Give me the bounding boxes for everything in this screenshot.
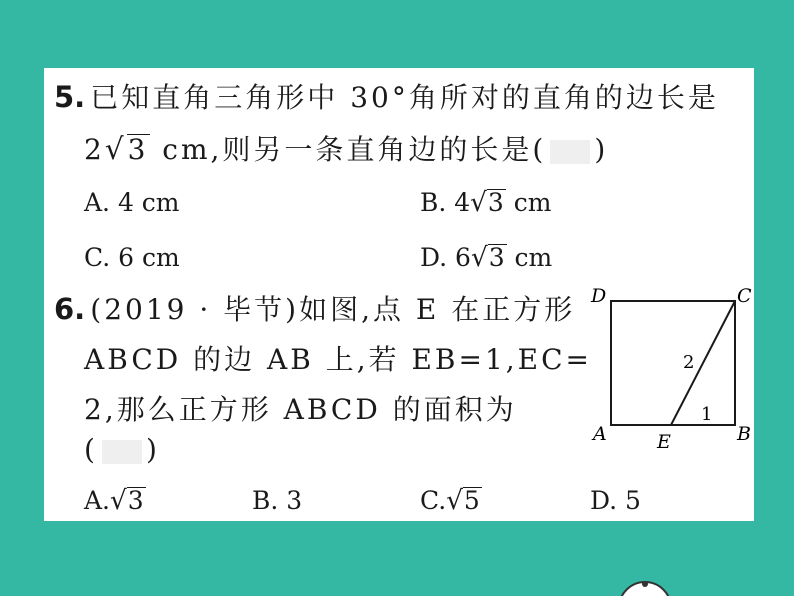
q6-answer-blank[interactable]: [102, 440, 142, 464]
stamp-icon: [615, 578, 675, 596]
square-abcd: [611, 301, 735, 425]
sqrt-symbol: √ 3: [470, 188, 504, 218]
label-c: C: [737, 288, 752, 307]
q6-line4: ( ): [84, 433, 160, 466]
label-a: A: [593, 423, 607, 445]
q6-option-d: D. 5: [590, 486, 641, 515]
sqrt-symbol: √ 3: [470, 243, 505, 273]
sqrt-symbol: √ 3: [110, 486, 144, 516]
q5-number: 5.: [54, 80, 86, 114]
q5-option-a: A. 4 cm: [84, 188, 180, 217]
q6-number: 6.: [54, 292, 86, 326]
q6-option-b: B. 3: [252, 486, 303, 515]
q5-option-d: D. 6 √ 3 cm: [420, 243, 553, 273]
q5-stem-line2: cm,则另一条直角边的长是(: [162, 133, 547, 166]
label-eb-length: 1: [701, 404, 713, 425]
q6-line1: [54, 288, 575, 328]
q6-option-a: A. √ 3: [84, 486, 144, 516]
q6-stem-line3: 2,那么正方形 ABCD 的面积为: [84, 393, 517, 426]
q6-option-c: C. √ 5: [420, 486, 480, 516]
label-e: E: [657, 431, 671, 453]
q5-answer-blank[interactable]: [550, 140, 590, 164]
q5-line1: [54, 76, 719, 116]
sqrt-symbol: √ 3: [104, 132, 149, 167]
q5-line2: [84, 128, 608, 168]
label-b: B: [737, 423, 751, 445]
q6-stem-line2: ABCD 的边 AB 上,若 EB=1,EC=: [84, 343, 593, 376]
q5-option-b: B. 4 √ 3 cm: [420, 188, 552, 218]
sqrt-symbol: √ 5: [446, 486, 480, 516]
question-card: [44, 68, 754, 521]
q6-stem-line1: (2019 · 毕节)如图,点 E 在正方形: [90, 293, 576, 326]
q5-coef: 2: [84, 133, 105, 166]
label-d: D: [591, 288, 607, 307]
square-figure: [589, 288, 754, 458]
q5-option-c: C. 6 cm: [84, 243, 180, 272]
q5-close-paren: ): [594, 133, 609, 166]
q5-stem-line1: 已知直角三角形中 30°角所对的直角的边长是: [90, 81, 719, 114]
label-ec-length: 2: [683, 352, 695, 373]
